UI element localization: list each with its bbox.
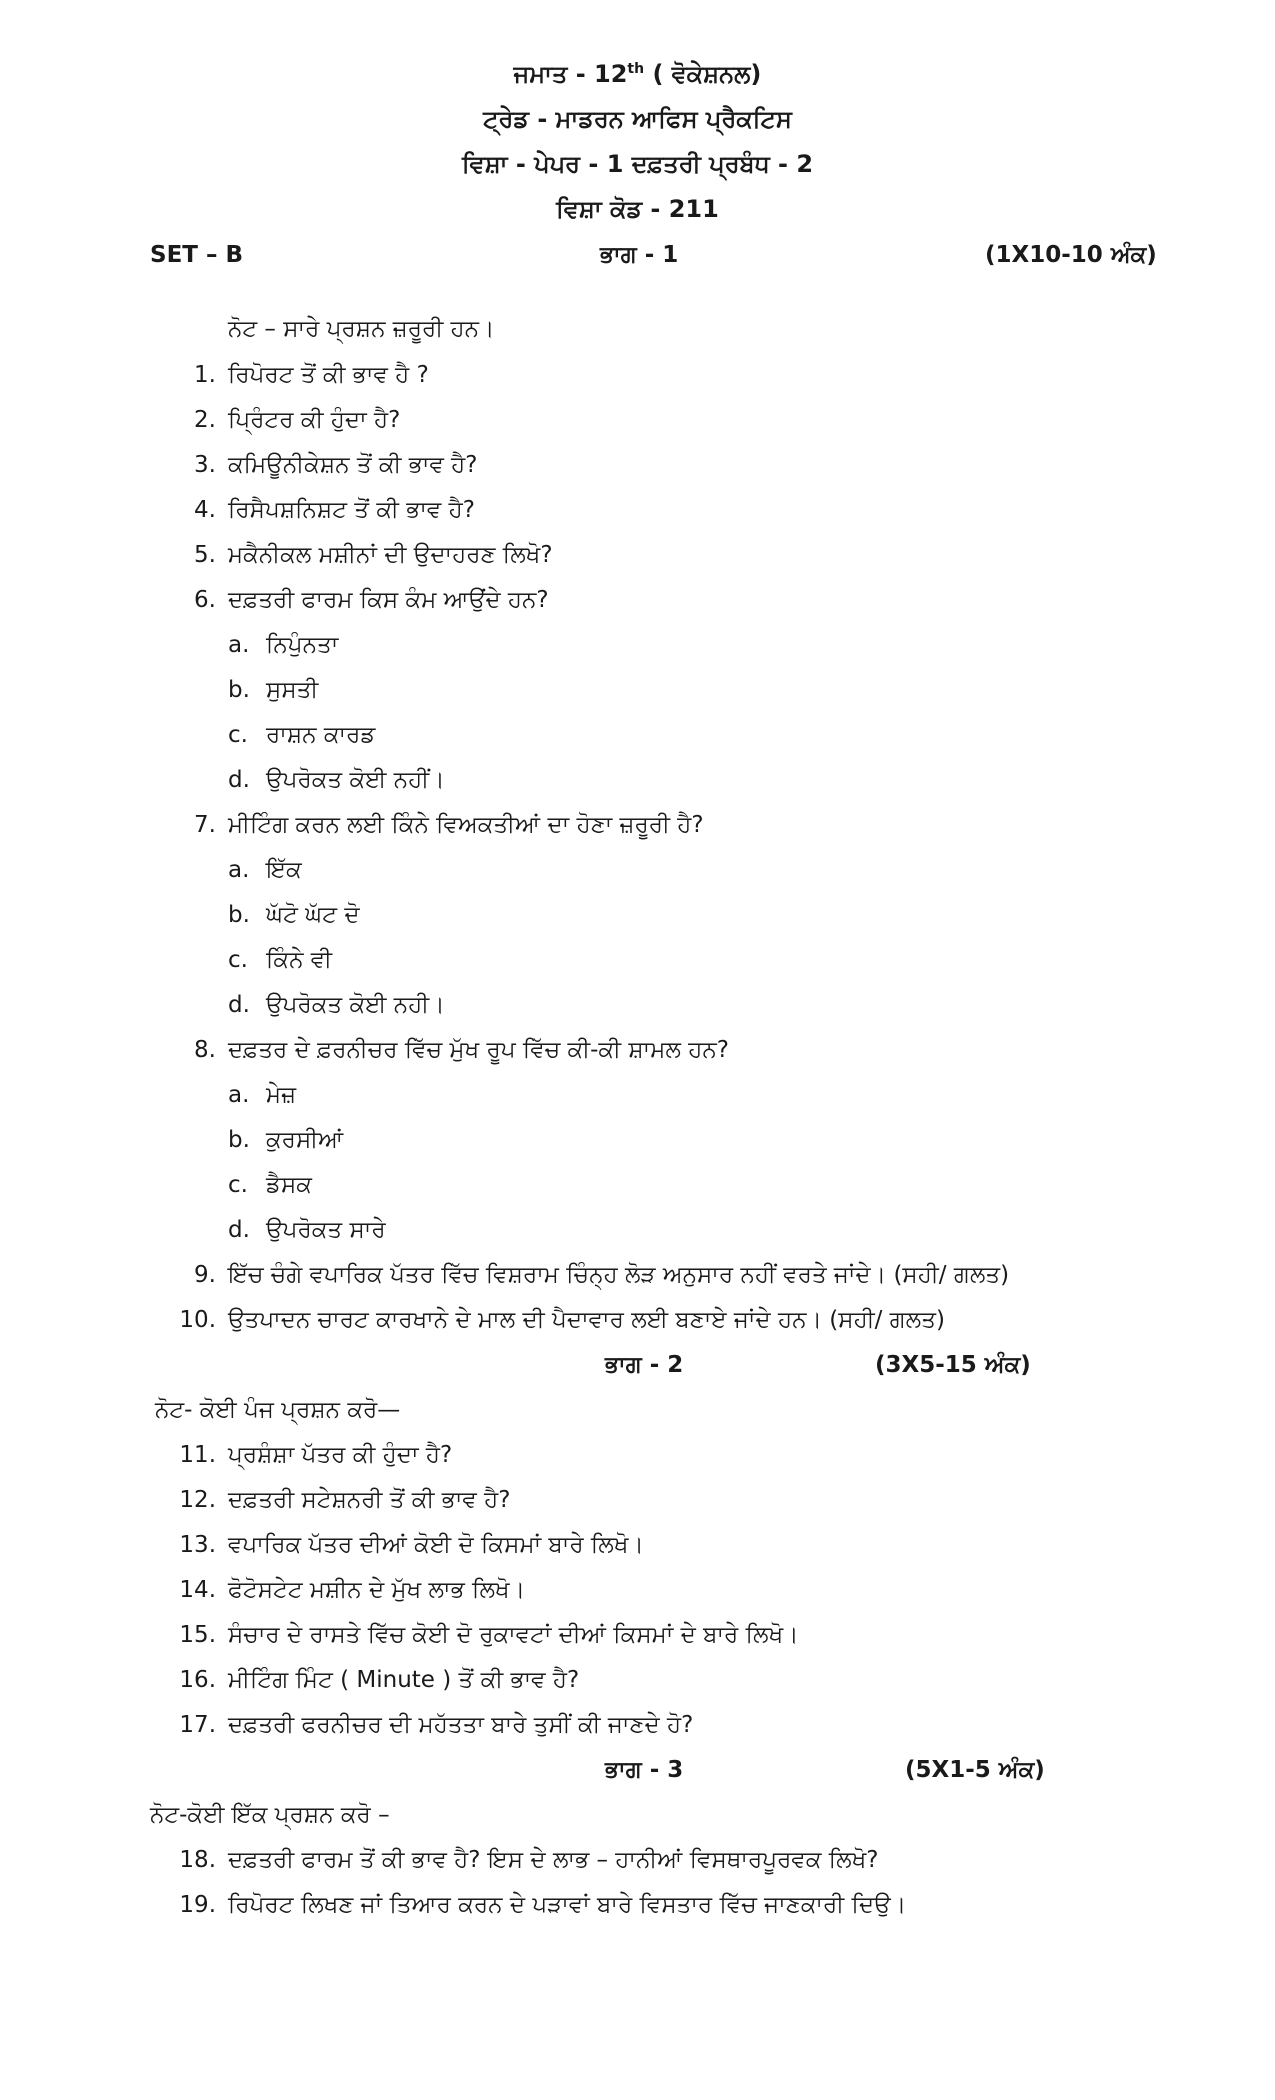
q6-option-c: c. ਰਾਸ਼ਨ ਕਾਰਡ bbox=[228, 722, 376, 748]
question-1: 1. ਰਿਪੋਰਟ ਤੋਂ ਕੀ ਭਾਵ ਹੈ ? bbox=[194, 362, 429, 388]
question-5: 5. ਮਕੈਨੀਕਲ ਮਸ਼ੀਨਾਂ ਦੀ ਉਦਾਹਰਣ ਲਿਖੋ? bbox=[194, 542, 553, 568]
q6-option-d: d. ਉਪਰੋਕਤ ਕੋਈ ਨਹੀਂ। bbox=[228, 767, 445, 793]
q8-option-a: a. ਮੇਜ਼ bbox=[228, 1082, 297, 1108]
part1-marks: (1X10-10 ਅੰਕ) bbox=[985, 242, 1157, 268]
question-6: 6. ਦਫ਼ਤਰੀ ਫਾਰਮ ਕਿਸ ਕੰਮ ਆਉਂਦੇ ਹਨ? bbox=[194, 587, 549, 613]
class-line: ਜਮਾਤ - 12th ( ਵੋਕੇਸ਼ਨਲ) bbox=[513, 60, 762, 88]
q8-option-b: b. ਕੁਰਸੀਆਂ bbox=[228, 1127, 344, 1153]
question-11: 11. ਪ੍ਰਸ਼ੰਸ਼ਾ ਪੱਤਰ ਕੀ ਹੁੰਦਾ ਹੈ? bbox=[179, 1442, 453, 1468]
question-2: 2. ਪ੍ਰਿੰਟਰ ਕੀ ਹੁੰਦਾ ਹੈ? bbox=[194, 407, 401, 433]
part2-marks: (3X5-15 ਅੰਕ) bbox=[875, 1352, 1031, 1378]
part3-note: ਨੋਟ-ਕੋਈ ਇੱਕ ਪ੍ਰਸ਼ਨ ਕਰੋ – bbox=[150, 1802, 390, 1828]
question-4: 4. ਰਿਸੈਪਸ਼ਨਿਸ਼ਟ ਤੋਂ ਕੀ ਭਾਵ ਹੈ? bbox=[194, 497, 475, 523]
part2-note: ਨੋਟ- ਕੋਈ ਪੰਜ ਪ੍ਰਸ਼ਨ ਕਰੋ— bbox=[155, 1397, 401, 1423]
question-13: 13. ਵਪਾਰਿਕ ਪੱਤਰ ਦੀਆਂ ਕੋਈ ਦੋ ਕਿਸਮਾਂ ਬਾਰੇ ਲਿਖੋ। bbox=[179, 1532, 644, 1558]
part1-title: ਭਾਗ - 1 bbox=[600, 242, 679, 268]
subject-code: ਵਿਸ਼ਾ ਕੋਡ - 211 bbox=[556, 195, 719, 223]
subject-line: ਵਿਸ਼ਾ - ਪੇਪਰ - 1 ਦਫ਼ਤਰੀ ਪ੍ਰਬੰਧ - 2 bbox=[461, 150, 814, 178]
question-8: 8. ਦਫ਼ਤਰ ਦੇ ਫ਼ਰਨੀਚਰ ਵਿੱਚ ਮੁੱਖ ਰੂਪ ਵਿੱਚ ਕੀ-ਕੀ ਸ਼ਾਮਲ ਹਨ? bbox=[194, 1037, 729, 1063]
q8-option-c: c. ਡੈਸਕ bbox=[228, 1172, 312, 1198]
question-17: 17. ਦਫ਼ਤਰੀ ਫਰਨੀਚਰ ਦੀ ਮਹੱਤਤਾ ਬਾਰੇ ਤੁਸੀਂ ਕੀ ਜਾਣਦੇ ਹੋ? bbox=[179, 1712, 694, 1738]
question-3: 3. ਕਮਿਊਨੀਕੇਸ਼ਨ ਤੋਂ ਕੀ ਭਾਵ ਹੈ? bbox=[194, 452, 478, 478]
trade-line: ਟ੍ਰੇਡ - ਮਾਡਰਨ ਆਫਿਸ ਪ੍ਰੈਕਟਿਸ bbox=[483, 105, 792, 133]
question-16: 16. ਮੀਟਿੰਗ ਮਿੰਟ ( Minute ) ਤੋਂ ਕੀ ਭਾਵ ਹੈ? bbox=[179, 1667, 580, 1693]
question-18: 18. ਦਫ਼ਤਰੀ ਫਾਰਮ ਤੋਂ ਕੀ ਭਾਵ ਹੈ? ਇਸ ਦੇ ਲਾਭ – ਹਾਨੀਆਂ ਵਿਸਥਾਰਪੂਰਵਕ ਲਿਖੋ? bbox=[179, 1847, 879, 1873]
q6-option-b: b. ਸੁਸਤੀ bbox=[228, 677, 319, 703]
question-14: 14. ਫੋਟੋਸਟੇਟ ਮਸ਼ੀਨ ਦੇ ਮੁੱਖ ਲਾਭ ਲਿਖੋ। bbox=[179, 1577, 526, 1603]
q7-option-a: a. ਇੱਕ bbox=[228, 857, 302, 883]
q6-option-a: a. ਨਿਪੁੰਨਤਾ bbox=[228, 632, 339, 658]
part1-note: ਨੋਟ – ਸਾਰੇ ਪ੍ਰਸ਼ਨ ਜ਼ਰੂਰੀ ਹਨ। bbox=[228, 316, 495, 342]
question-15: 15. ਸੰਚਾਰ ਦੇ ਰਾਸਤੇ ਵਿੱਚ ਕੋਈ ਦੋ ਰੁਕਾਵਟਾਂ ਦੀਆਂ ਕਿਸਮਾਂ ਦੇ ਬਾਰੇ ਲਿਖੋ। bbox=[179, 1622, 799, 1648]
question-10: 10. ਉਤਪਾਦਨ ਚਾਰਟ ਕਾਰਖਾਨੇ ਦੇ ਮਾਲ ਦੀ ਪੈਦਾਵਾਰ ਲਈ ਬਣਾਏ ਜਾਂਦੇ ਹਨ। (ਸਹੀ/ ਗਲਤ) bbox=[179, 1307, 945, 1333]
question-12: 12. ਦਫ਼ਤਰੀ ਸਟੇਸ਼ਨਰੀ ਤੋਂ ਕੀ ਭਾਵ ਹੈ? bbox=[179, 1487, 511, 1513]
question-9: 9. ਇੱਚ ਚੰਗੇ ਵਪਾਰਿਕ ਪੱਤਰ ਵਿੱਚ ਵਿਸ਼ਰਾਮ ਚਿੰਨ੍ਹ ਲੋੜ ਅਨੁਸਾਰ ਨਹੀਂ ਵਰਤੇ ਜਾਂਦੇ। (ਸਹੀ/ ਗਲਤ) bbox=[194, 1262, 1010, 1288]
q7-option-d: d. ਉਪਰੋਕਤ ਕੋਈ ਨਹੀ। bbox=[228, 992, 445, 1018]
part3-title: ਭਾਗ - 3 bbox=[605, 1757, 684, 1783]
set-label: SET – B bbox=[150, 242, 244, 268]
part2-title: ਭਾਗ - 2 bbox=[605, 1352, 684, 1378]
q8-option-d: d. ਉਪਰੋਕਤ ਸਾਰੇ bbox=[228, 1217, 386, 1243]
q7-option-b: b. ਘੱਟੋ ਘੱਟ ਦੋ bbox=[228, 902, 360, 928]
part3-marks: (5X1-5 ਅੰਕ) bbox=[905, 1757, 1045, 1783]
q7-option-c: c. ਕਿੰਨੇ ਵੀ bbox=[228, 947, 333, 973]
question-7: 7. ਮੀਟਿੰਗ ਕਰਨ ਲਈ ਕਿੰਨੇ ਵਿਅਕਤੀਆਂ ਦਾ ਹੋਣਾ ਜ਼ਰੂਰੀ ਹੈ? bbox=[194, 812, 704, 838]
question-19: 19. ਰਿਪੋਰਟ ਲਿਖਣ ਜਾਂ ਤਿਆਰ ਕਰਨ ਦੇ ਪੜਾਵਾਂ ਬਾਰੇ ਵਿਸਤਾਰ ਵਿੱਚ ਜਾਣਕਾਰੀ ਦਿਉ। bbox=[179, 1892, 907, 1918]
